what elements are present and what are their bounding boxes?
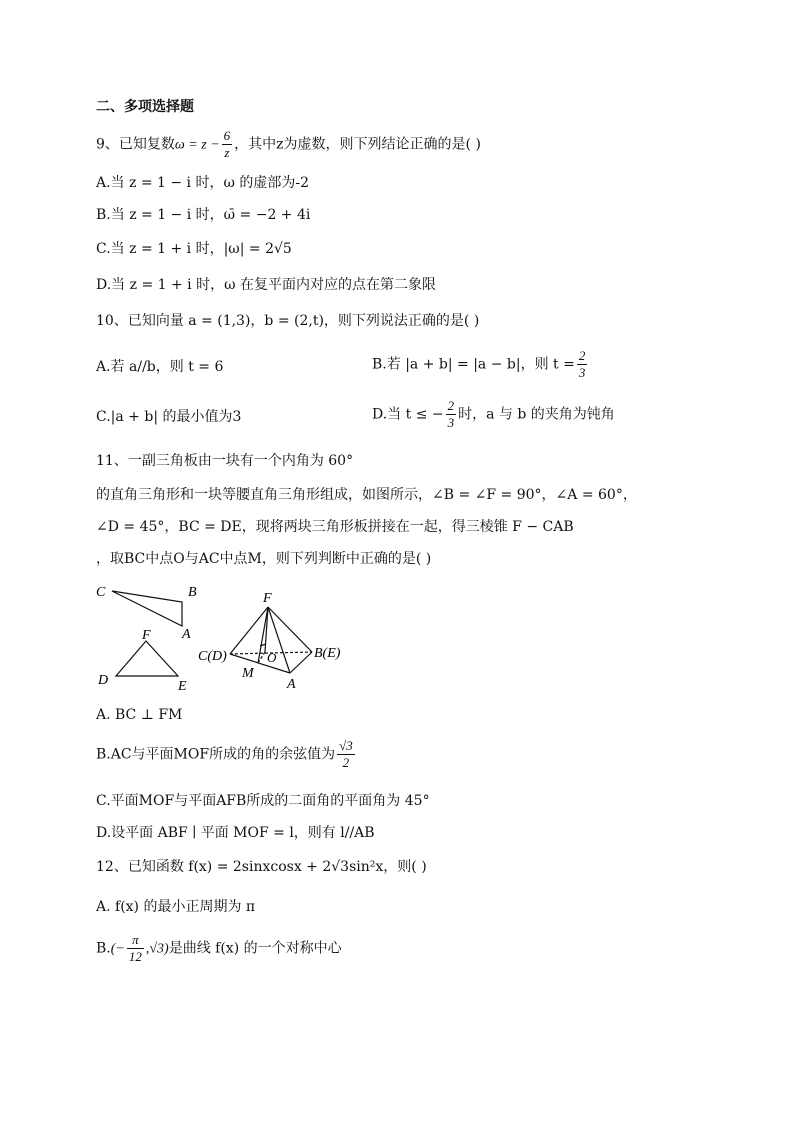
q10-b-den: 3 xyxy=(578,365,586,380)
q11-stem-line2: 的直角三角形和一块等腰直角三角形组成，如图所示，∠B = ∠F = 90°，∠A = 60°， xyxy=(96,487,637,503)
q11-option-a: A. BC ⊥ FM xyxy=(96,707,183,723)
q10-option-a: A.若 a//b，则 t = 6 xyxy=(96,359,224,375)
label-F1: F xyxy=(142,628,151,643)
label-F2: F xyxy=(263,591,272,606)
label-B: B xyxy=(188,585,197,600)
q9-option-d: D.当 z = 1 + i 时，ω 在复平面内对应的点在第二象限 xyxy=(96,277,436,293)
figure-right-triangle xyxy=(112,591,182,626)
q9-option-c: C.当 z = 1 + i 时，|ω| = 2√5 xyxy=(96,241,292,257)
label-M: M xyxy=(242,666,254,681)
q12-option-b-label: B. xyxy=(96,940,111,957)
label-A2: A xyxy=(287,677,296,692)
q10-option-d-suffix: 时，a 与 b 的夹角为钝角 xyxy=(458,406,615,423)
q11-b-num: √3 xyxy=(339,738,353,753)
label-C: C xyxy=(96,585,106,600)
q9-stem-prefix: 9、已知复数 xyxy=(96,136,175,153)
q12-point-close: ,√3) xyxy=(145,941,169,957)
q11-stem-line4: ，取BC中点O与AC中点M，则下列判断中正确的是( ) xyxy=(96,551,432,567)
label-O: O xyxy=(267,650,277,665)
q10-option-d-fraction xyxy=(446,398,457,431)
q9-formula: ω = z − xyxy=(174,137,220,153)
label-E: E xyxy=(178,679,187,694)
q12-option-b xyxy=(96,932,342,965)
q11-option-b xyxy=(96,738,357,771)
q9-option-a: A.当 z = 1 − i 时，ω 的虚部为-2 xyxy=(96,175,309,191)
q12-stem: 12、已知函数 f(x) = 2sinxcosx + 2√3sin²x，则( ) xyxy=(96,859,427,875)
label-A: A xyxy=(182,627,191,642)
q11-option-b-text: B.AC与平面MOF所成的角的余弦值为 xyxy=(96,746,336,763)
q9-option-b: B.当 z = 1 − i 时，ω̄ = −2 + 4i xyxy=(96,207,311,223)
q11-option-d: D.设平面 ABF ∣ 平面 MOF = l，则有 l//AB xyxy=(96,825,375,841)
q9-frac-num: 6 xyxy=(223,128,231,143)
q10-d-den: 3 xyxy=(447,415,455,430)
q11-figure xyxy=(90,580,360,695)
q10-option-d xyxy=(372,398,615,431)
q11-b-den: 2 xyxy=(342,755,350,770)
q10-d-num: 2 xyxy=(447,398,455,413)
q9-stem-suffix: ，其中z为虚数，则下列结论正确的是( ) xyxy=(234,136,481,153)
q9-fraction xyxy=(222,128,233,161)
q12-option-b-fraction xyxy=(127,932,144,965)
label-CD: C(D) xyxy=(198,649,227,664)
q10-b-num: 2 xyxy=(578,348,586,363)
label-D: D xyxy=(98,673,109,688)
q10-stem: 10、已知向量 a = (1,3)，b = (2,t)，则下列说法正确的是( ) xyxy=(96,313,480,329)
q11-stem-line3: ∠D = 45°，BC = DE，现将两块三角形板拼接在一起，得三棱锥 F − CAB xyxy=(96,519,574,535)
q10-option-b xyxy=(372,348,589,381)
q12-point-open: (− xyxy=(110,941,125,957)
q9-stem xyxy=(96,128,481,161)
q10-option-b-text: B.若 |a + b| = |a − b|，则 t = xyxy=(372,356,575,373)
q10-option-c: C.|a + b| 的最小值为3 xyxy=(96,409,242,425)
q12-option-a: A. f(x) 的最小正周期为 π xyxy=(96,899,256,915)
q11-stem-line1: 11、一副三角板由一块有一个内角为 60° xyxy=(96,453,354,469)
q12-option-b-suffix: 是曲线 f(x) 的一个对称中心 xyxy=(168,940,342,957)
label-BE: B(E) xyxy=(314,646,341,661)
section-title: 二、多项选择题 xyxy=(96,99,194,115)
figure-isosceles-triangle xyxy=(116,641,178,676)
q10-option-d-prefix: D.当 t ≤ − xyxy=(372,406,444,423)
q11-option-b-fraction xyxy=(337,738,355,771)
q9-frac-den: z xyxy=(224,145,230,160)
q10-option-b-fraction xyxy=(577,348,588,381)
q11-option-c: C.平面MOF与平面AFB所成的二面角的平面角为 45° xyxy=(96,793,430,809)
q12-b-den: 12 xyxy=(128,949,142,964)
q12-b-num: π xyxy=(127,932,144,949)
